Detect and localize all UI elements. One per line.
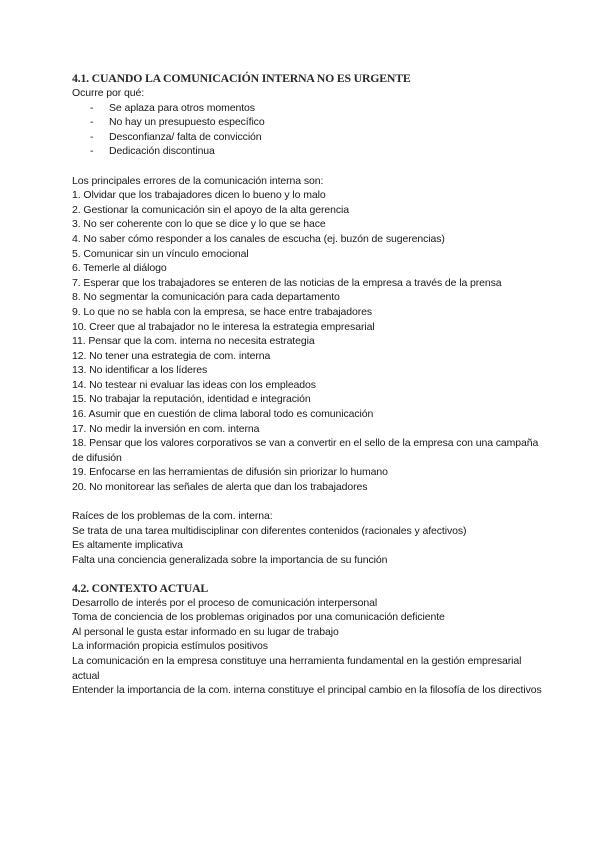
root-item: Es altamente implicativa <box>72 539 183 552</box>
error-item: 18. Pensar que los valores corporativos se van a convertir en el sello de la empresa con una campaña de difusión <box>72 437 539 464</box>
error-item: 2. Gestionar la comunicación sin el apoyo de la alta gerencia <box>72 203 349 216</box>
errors-list <box>72 188 542 494</box>
error-item: 11. Pensar que la com. interna no necesita estrategia <box>72 335 315 348</box>
context-line: La comunicación en la empresa constituye una herramienta fundamental en la gestión empresarial actual <box>72 654 522 682</box>
root-item: Se trata de una tarea multidisciplinar con diferentes contenidos (racionales y afectivos) <box>72 524 467 537</box>
section-heading-4-2: 4.2. CONTEXTO ACTUAL <box>72 580 209 595</box>
context-line: La información propicia estímulos positivos <box>72 640 268 653</box>
reason-item: - No hay un presupuesto específico <box>90 115 542 130</box>
reason-item: - Se aplaza para otros momentos <box>90 101 542 116</box>
error-item: 20. No monitorear las señales de alerta que dan los trabajadores <box>72 481 368 494</box>
error-item: 13. No identificar a los líderes <box>72 364 208 377</box>
roots-intro: Raíces de los problemas de la com. interna: <box>72 510 273 523</box>
error-item: 19. Enfocarse en las herramientas de difusión sin priorizar lo humano <box>72 466 388 479</box>
error-item: 6. Temerle al diálogo <box>72 262 167 275</box>
error-item: 17. No medir la inversión en com. interna <box>72 422 260 435</box>
context-line: Entender la importancia de la com. interna constituye el principal cambio en la filosofía de los directivos <box>72 684 542 697</box>
context-line: Desarrollo de interés por el proceso de comunicación interpersonal <box>72 596 378 609</box>
errors-intro: Los principales errores de la comunicación interna son: <box>72 174 324 187</box>
error-item: 8. No segmentar la comunicación para cada departamento <box>72 291 340 304</box>
error-item: 9. Lo que no se habla con la empresa, se hace entre trabajadores <box>72 305 373 318</box>
error-item: 12. No tener una estrategia de com. interna <box>72 349 271 362</box>
context-line: Al personal le gusta estar informado en su lugar de trabajo <box>72 625 339 638</box>
section-heading-4-1: 4.1. CUANDO LA COMUNICACIÓN INTERNA NO ES URGENTE <box>72 71 411 85</box>
error-item: 5. Comunicar sin un vínculo emocional <box>72 247 249 260</box>
error-item: 4. No saber cómo responder a los canales de escucha (ej. buzón de sugerencias) <box>72 232 445 245</box>
error-item: 14. No testear ni evaluar las ideas con los empleados <box>72 378 316 391</box>
error-item: 7. Esperar que los trabajadores se enteren de las noticias de la empresa a través de la prensa <box>72 276 502 289</box>
error-item: 1. Olvidar que los trabajadores dicen lo bueno y lo malo <box>72 189 326 202</box>
error-item: 3. No ser coherente con lo que se dice y lo que se hace <box>72 218 326 231</box>
context-line: Toma de conciencia de los problemas originados por una comunicación deficiente <box>72 611 445 624</box>
reason-item: - Desconfianza/ falta de convicción <box>90 130 542 145</box>
error-item: 16. Asumir que en cuestión de clima laboral todo es comunicación <box>72 408 374 421</box>
error-item: 15. No trabajar la reputación, identidad e integración <box>72 393 311 406</box>
error-item: 10. Creer que al trabajador no le interesa la estrategia empresarial <box>72 320 375 333</box>
document-page <box>72 70 542 698</box>
reasons-intro: Ocurre por qué: <box>72 87 145 99</box>
reason-item: - Dedicación discontinua <box>90 144 542 159</box>
reasons-list <box>72 101 542 159</box>
root-item: Falta una conciencia generalizada sobre la importancia de su función <box>72 554 388 566</box>
